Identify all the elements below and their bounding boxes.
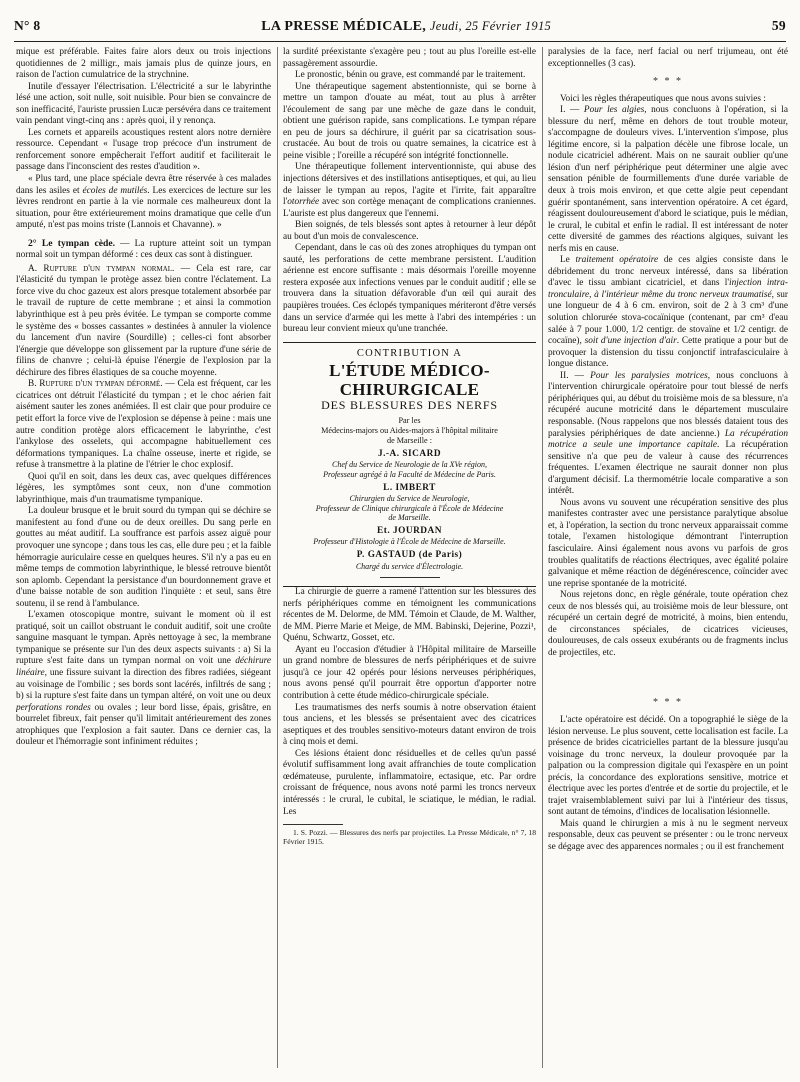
italic-run: injection intra-tronculaire, à l'intérieur même du tronc nerveux traumatisé (548, 278, 788, 300)
paragraph (548, 371, 788, 498)
issue-number: N° 8 (14, 18, 41, 33)
paragraph: Mais quand le chirurgien a mis à nu le segment nerveux responsable, deux cas peuvent se présenter : ou le tronc nerveux se dégage avec des apparences normales ; ou il est franchement (548, 818, 788, 852)
author-role: Chirurgien du Service de Neurologie, (349, 494, 470, 504)
paragraph: Le pronostic, bénin ou grave, est commandé par le traitement. (295, 70, 526, 81)
paragraph: Les traumatismes des nerfs soumis à notre observation étaient tous anciens, et les blessés se présentaient avec des cicatrices aseptiques et des troubles sensitivo-moteurs datant environ de trois à cinq mois et demi. (283, 702, 536, 748)
paragraph: Ces lésions étaient donc résiduelles et de celles qu'un passé évolutif suffisamment long avait affranchies de toute complication œdémateuse, purulente, inflammatoire, ectasique, etc. Par ordre croissant de fréquence, nous avons noté parmi les troncs nerveux intéressés : le crural, le cubital, le sciatique, le médian, le radial. Les (283, 748, 536, 817)
footnote: 1. S. Pozzi. — Blessures des nerfs par projectiles. La Presse Médicale, n° 7, 18 Février 1915. (283, 828, 536, 847)
whitespace (548, 659, 788, 691)
section-ornament: * * * (653, 76, 683, 88)
paragraph (16, 264, 271, 379)
column-3 (548, 47, 788, 1072)
affiliation: Médecins-majors ou Aides-majors à l'hôpital militaire (321, 425, 498, 435)
author-name: P. GASTAUD (de Paris) (356, 549, 463, 560)
author-role: Professeur de Clinique chirurgicale à l'École de Médecine (315, 503, 504, 513)
text-run: L'examen otoscopique montre, suivant le moment où il est pratiqué, soit un caillot obstruant le conduit auditif, soit une croûte sanguine masquant le tympan. Après nettoyage à sec, la membrane tympanique se présente sur l'un des deux aspects suivants : a) Si la rupture s'est faite dans un tympan normal on voit une (16, 610, 271, 667)
header-rule (14, 41, 786, 42)
journal-title-line (261, 19, 551, 35)
paragraph (548, 105, 788, 255)
italic-run: otorrhée (287, 197, 320, 208)
paragraph: La chirurgie de guerre a ramené l'attention sur les blessures des nerfs périphériques comme en témoignent les communications récentes de M. Delorme, de MM. Témoin et Claude, de M. Walther, de MM. Pierre Marie et Meige, de MM. Babinski, Dejerine, Pozzi¹, Quénu, Schwartz, Gosset, etc. (283, 587, 536, 644)
text-run: , nous concluons à l'intervention chirurgicale opératoire pour tout blessé de nerfs périphériques qui, au début du troisième mois de sa blessure, n'a récupéré aucune motricité dans le département musculaire responsable. (Nous rappelons que nos blessés dataient tous des paralysies périphériques de date ancienne.) (548, 370, 788, 439)
column-divider (542, 47, 543, 1068)
text-run: . Les exercices de lecture sur les lèvres rendront en partie à la vie normale ces malheureux dont la situation, pour être extérieurement moins dramatique que celle d'un amputé, n'est pas moins triste (Lannois et Chavanne). » (16, 185, 271, 231)
paragraph (16, 610, 271, 749)
article-kicker: CONTRIBUTION A (356, 347, 463, 359)
italic-run: perforations rondes (16, 702, 91, 713)
heading-label: 2° Le tympan cède. (28, 237, 115, 249)
paragraph (16, 174, 271, 232)
paragraph: Cependant, dans le cas où des zones atrophiques du tympan ont sauté, les perforations de cette membrane persistent. L'audition aérienne est encore suffisante : mais désormais l'oreille moyenne restera exposée aux infections venues par le conduit auditif ; elle se trouvera dans la situation défavorable d'un œil qui aurait des paupières trouées. Ces éclopés tympaniques mériteront d'être versés dans un service d'armée qui les mette à l'abri des intempéries : un bureau leur convient mieux qu'une tranchée. (283, 243, 536, 335)
paragraph: la surdité préexistante s'exagère peu ; tout au plus l'oreille est-elle passagèrement assourdie. (283, 47, 536, 69)
journal-title: LA PRESSE MÉDICALE, (261, 19, 427, 34)
text-run: — Cela est fréquent, car les cicatrices ont détruit l'élasticité du tympan ; et le choc aérien fait aisément sauter les zones anémiées. Il est clair que pour produire ce petit effort la force vive de l'explosion se dépense à peine : mais une autre condition protège alors efficacement le labyrinthe, c'est l'ankylose des osselets, qui accompagne habituellement ces déformations tympaniques. La chaîne osseuse, inerte et rigide, se refuse à transmettre à la platine de l'étrier le choc explosif. (16, 379, 271, 471)
text-run: — La rupture atteint soit un tympan normal soit un tympan déformé : ces deux cas sont à distinguer. (16, 238, 271, 261)
italic-run: traitement opératoire (575, 255, 659, 266)
italic-run: déchirure linéaire (16, 656, 271, 678)
article-subtitle: DES BLESSURES DES NERFS (321, 398, 498, 413)
author-name: Et. JOURDAN (377, 525, 442, 536)
paragraph: Bien soignés, de tels blessés sont aptes à retourner à leur dépôt au bout d'un mois de convalescence. (283, 220, 536, 242)
italic-run: Pour les algies (583, 105, 645, 116)
byline-intro: Par les (398, 415, 421, 425)
paragraph: Une thérapeutique sagement abstentionniste, qui se borne à mettre un tampon d'ouate au méat, tout au plus à arrêter l'écoulement de sang par une mèche de gaze dans le conduit, obtient une guérison rapide, sans complications. Le tympan répare en peu de jours sa déchirure, il guérit par sa cicatrisation sous-crustacée. Au bout de trois ou quatre semaines, la cicatrice est à peine visible ; l'oreille a récupéré son intégrité fonctionnelle. (283, 81, 536, 161)
text-run: , sur une longueur de 4 à 6 cm. environ, soit de 2 à 3 cm³ d'une solution chlorurée stova-cocaïnique (contenant, par cm³ d'eau salée à 7 pour 1.000, 1/2 centigr. de stovaïne et 1/2 centigr. de cocaïne), (548, 289, 788, 347)
paragraph: Ayant eu l'occasion d'étudier à l'Hôpital militaire de Marseille un grand nombre de blessures de nerfs périphériques et de suivre jusqu'à ce jour 42 opérés pour lésions nerveuses périphériques, nous avons pensé qu'il pourrait être opportun d'apporter notre contribution à cette étude médico-chirurgicale spéciale. (283, 644, 536, 702)
paragraph: Les cornets et appareils acoustiques restent alors notre dernière ressource. Cependant « l'usage trop précoce d'un instrument de renforcement sonore empêcherait l'effort auditif et faciliterait le passage dans l'inconscient des restes d'audition ». (16, 127, 271, 173)
subheading: B. Rupture d'un tympan déformé. (28, 379, 163, 390)
italic-run: écoles de mutilés (82, 185, 148, 196)
text-run: . Cette pratique a pour but de provoquer la distension du tissu conjonctif intrafasciculaire à longue distance. (548, 336, 788, 370)
text-run: Le (560, 255, 576, 266)
paragraph: Nous rejetons donc, en règle générale, toute opération chez ceux de nos blessés qui, au troisième mois de leur blessure, ont récupéré un certain degré de motricité, à moins, bien entendu, de circonstances spéciales, de cicatrices vicieuses, douloureuses, de cals osseux exubérants ou de fragments inclus de projectiles, etc. (548, 590, 788, 658)
column-1 (16, 47, 271, 1072)
title-rule (380, 577, 440, 578)
text-run: II. — (560, 370, 591, 381)
paragraph: Inutile d'essayer l'électrisation. L'électricité a sur le labyrinthe lésé une action, soit nulle, soit nuisible. Pour bien se convaincre de son inefficacité, l'auriste prussien Lucæ persévéra dans ce traitement vain pendant vingt-cinq ans : après quoi, il y renonça. (16, 81, 271, 127)
article-title: L'ÉTUDE MÉDICO-CHIRURGICALE (329, 361, 490, 400)
section-ornament: * * * (653, 697, 683, 709)
author-role: de Marseille. (388, 513, 431, 523)
author-role: Professeur d'Histologie à l'École de Médecine de Marseille. (313, 537, 506, 547)
text-run: , nous concluons à l'opération, si la blessure du nerf, même en dehors de tout trouble moteur, s'accompagne de douleurs vives. L'intervention s'impose, plus légitime encore, si la palpation décèle une fibrose locale, un nodule cicatriciel adhérent. Mais on ne saurait oublier qu'une lésion d'un nerf périphérique peut déterminer une algie avec sensation pénible de fourmillements d'une durée variable de deux à trois mois environ, et que cette algie peut cependant guérir spontanément, sans intervention opératoire. A cet égard, réagissent douloureusement d'abord le sciatique, puis le médian, le crural, le cubital et enfin le radial. Il est intéressant de noter cette diversité de gammes des réactions algiques, suivant les nerfs mis en cause. (548, 105, 788, 254)
paragraph (16, 379, 271, 471)
article-title-block (283, 342, 536, 587)
author-role: Chargé du service d'Électrologie. (355, 561, 464, 571)
paragraph: Nous avons vu souvent une récupération sensitive des plus manifestes contraster avec une persistance paralytique absolue et, à l'opération, la section du tronc nerveux apparaissait comme totale, l'examen histologique démontrant l'interruption fasciculaire. Ainsi également nous avons vu parfois de gros troubles qualitatifs de réactions électriques, avec égalité polaire galvanique et même réaction de dégénérescence, coïncider avec une reprise spontanée de la motricité. (548, 497, 788, 589)
paragraph: L'acte opératoire est décidé. On a topographié le siège de la lésion nerveuse. Le plus souvent, cette localisation est facile. La présence de brides cicatricielles partant de la blessure jusqu'au voisinage du tronc nerveux, la douleur provoquée par la palpation ou la compression digitale qui l'exaspère en un point précis, la concordance des explorations sensitive, motrice et électrique avec les portes d'entrée et de sortie du projectile, et le trajet vraisemblablement suivi par lui à l'intérieur des tissus, sont autant de témoins, d'indices de localisation lésionnelle. (548, 714, 788, 818)
text-run: — Cela est rare, car l'élasticité du tympan le protège assez bien contre l'éclatement. La force vive du choc gazeux est alors presque totalement absorbée par le travail de rupture de cette membrane ; et ainsi la commotion labyrinthique est à peu près évitée. Le tympan se comporte comme le système des « bosses cassantes » destinées à annuler la violence du lancement d'un navire (Sourdille) ; celles-ci font absorber l'énergie que développe son glissement par la rupture d'une série de filins de chanvre ; celui-là épuise l'énergie de l'explosion par la déchirure des fibres élastiques de sa couche moyenne. (16, 263, 271, 378)
text-run: Une thérapeutique follement interventionniste, qui abuse des injections détersives et des instillations antiseptiques, et qui, au lieu de laisser le tympan au repos, l'agite et l'irrite, fait apparaître l' (283, 162, 536, 208)
footnote-rule (283, 824, 343, 825)
text-run: ou ovales ; leur bord lisse, épais, grisâtre, en bourrelet fibreux, fait penser qu'il limitait antérieurement des zones atrophiques que l'explosion a fait sauter. Dans ce dernier cas, la douleur et l'hémorragie sont infiniment réduites ; (16, 702, 271, 748)
author-name: L. IMBERT (383, 482, 436, 493)
italic-run: La récupération motrice a seule une importance capitale (548, 428, 788, 451)
paragraph (283, 162, 536, 220)
text-run: , une fissure suivant la direction des fibres radiées, siégeant au voisinage de l'ombilic ; ses bords sont lacérés, infiltrés de sang ; b) si la rupture s'est faite dans un tympan altéré, on voit une ou deux (16, 667, 271, 702)
paragraph: La douleur brusque et le bruit sourd du tympan qui se déchire se manifestent au fond d'une ou de deux oreilles. Du sang perle en gouttes au méat auditif. La souffrance est parfois assez aiguë pour provoquer une syncope ; dans tous les cas, elle dure peu ; et la faible hémorragie auriculaire cesse en quelques heures. S'il n'y a pas eu en même temps de commotion labyrinthique, le blessé retrouve bientôt son aplomb. Cependant la persistance d'un bourdonnement grave et d'une baisse notable de son audition l'inquiète : et seul, sans être soutenu, il se rend à l'ambulance. (16, 506, 271, 609)
running-header (14, 18, 786, 40)
paragraph: mique est préférable. Faites faire alors deux ou trois injections quotidiennes de 2 milligr., mais jamais plus de quinze jours, en raison de l'action cumulatrice de la strychnine. (16, 47, 271, 81)
text-run: avec son cortège menaçant de complications craniennes. L'auriste est plus dangereux que l'ennemi. (283, 197, 536, 219)
text-run: « Plus tard, une place spéciale devra être réservée à ces malades dans les asiles et (16, 174, 271, 196)
paragraph: Quoi qu'il en soit, dans les deux cas, avec quelques différences légères, les symptômes sont ceux, non d'une commotion labyrinthique, mais d'un traumatisme tympanique. (16, 471, 271, 505)
issue-date: Jeudi, 25 Février 1915 (429, 19, 552, 33)
paragraph (548, 255, 788, 370)
author-name: J.-A. SICARD (377, 448, 442, 459)
column-2 (283, 47, 536, 1072)
paragraph: paralysies de la face, nerf facial ou nerf trijumeau, ont été exceptionnelles (3 cas). (548, 47, 788, 69)
author-role: Professeur agrégé à la Faculté de Médecine de Paris. (323, 469, 496, 479)
subheading: A. Rupture d'un tympan normal. (28, 263, 175, 274)
text-run: . La récupération sensitive n'a que peu de valeur à cause des récurrences fréquentes. L'examen électrique ne saurait donner non plus d'argument décisif. La thermométrie locale comparative a son intérêt. (548, 440, 788, 497)
italic-run: Pour les paralysies motrices (590, 370, 708, 381)
text-run: I. — (560, 105, 584, 116)
section-heading (16, 238, 271, 262)
author-role: Chef du Service de Neurologie de la XVe région, (332, 460, 487, 470)
text-run: de ces algies consiste dans le débridement du tronc nerveux intéressé, dans sa libération d'avec le tissu ambiant cicatriciel, et dans l' (548, 255, 788, 289)
paragraph: Voici les règles thérapeutiques que nous avons suivies : (560, 93, 766, 104)
italic-run: soit d'une injection d'air (584, 336, 677, 347)
column-divider (277, 47, 278, 1068)
affiliation: de Marseille : (386, 435, 432, 445)
page-number: 59 (771, 18, 786, 33)
